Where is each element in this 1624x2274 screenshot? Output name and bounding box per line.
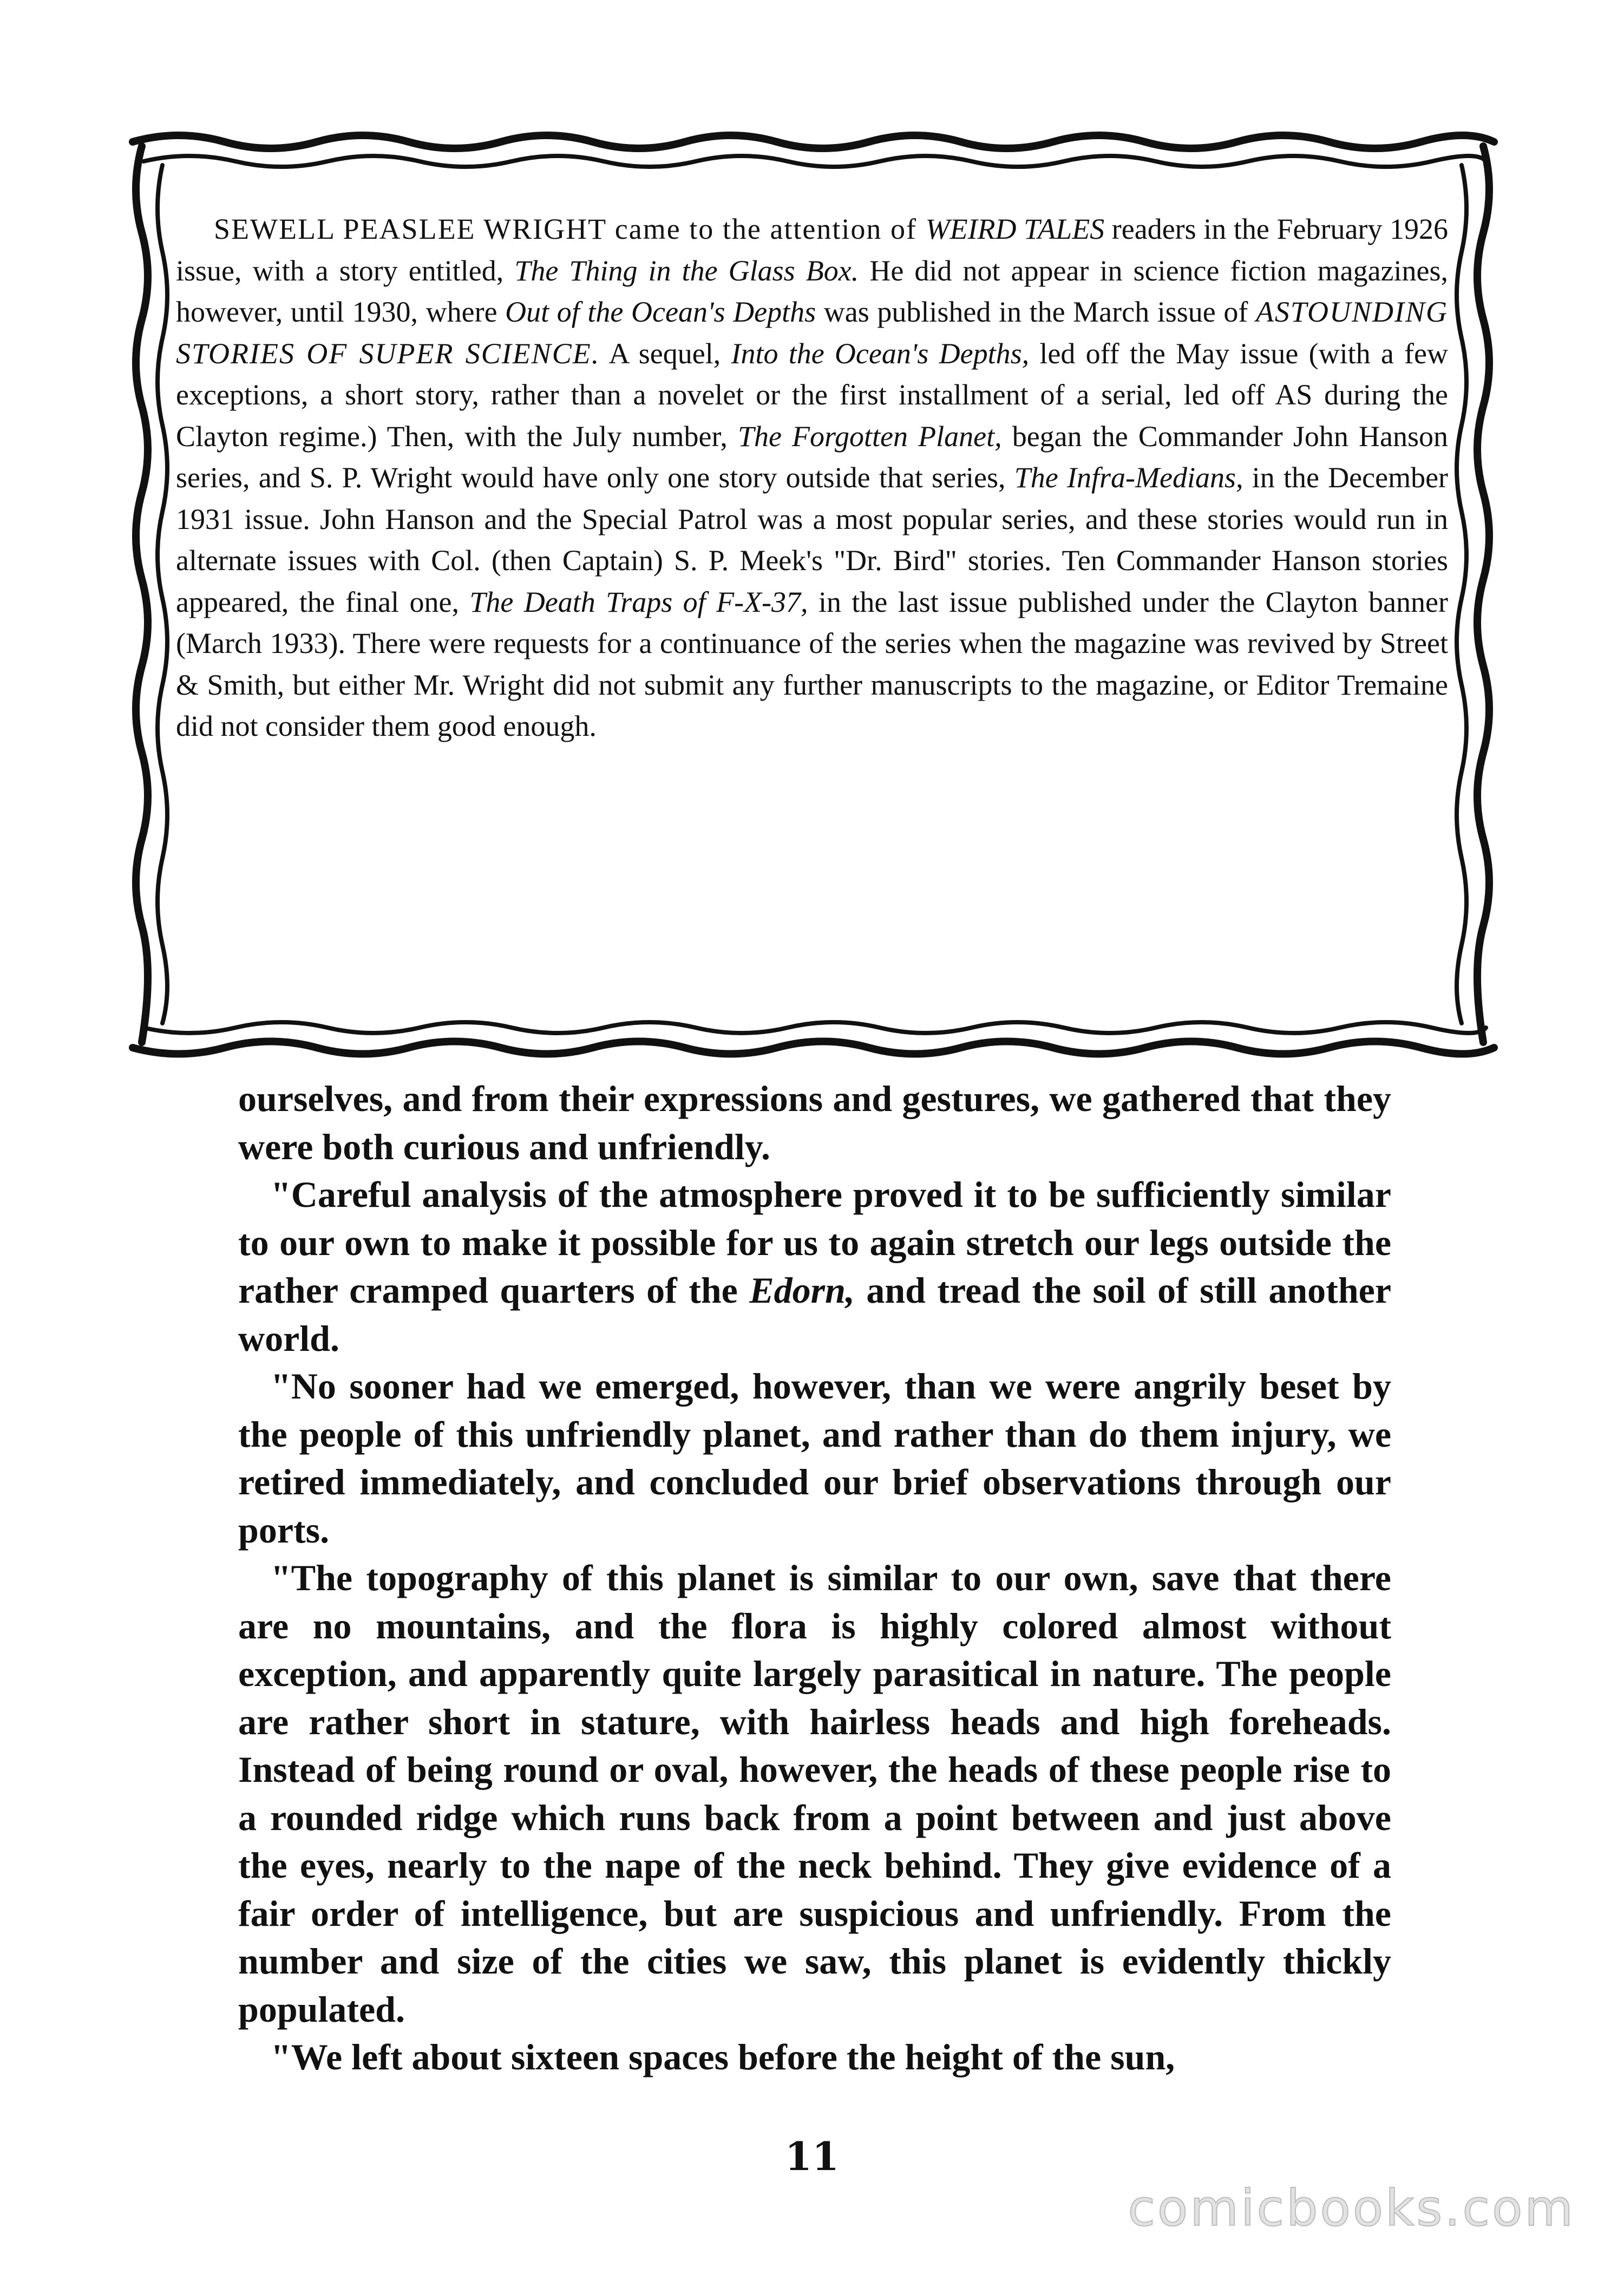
intro-text: A sequel, (600, 337, 731, 370)
intro-text: He did not appear in science fiction magazines, however, until 1930, where (176, 254, 1448, 328)
intro-text: SEWELL PEASLEE WRIGHT came to the attention of (214, 213, 926, 245)
story-title: Out of the Ocean's Depths (505, 296, 816, 328)
story-title: The Forgotten Planet, (737, 420, 1002, 453)
watermark-logo: comicbooks.com (1128, 2179, 1575, 2237)
intro-text: led off the May issue (with a few exceptions, a short story, rather than a novelet or the first installment of a serial, led off AS during the Clayton regime.) Then, with the July number, (176, 337, 1449, 453)
story-sentence: "Careful analysis of the atmosphere proved it to be sufficiently similar to our own to make it possible for us to again stretch our legs outside the rather cramped quarters of the (238, 1174, 1391, 1311)
intro-text: readers in the February 1926 issue, with a story entitled, (176, 213, 1449, 287)
intro-text: in the last issue published under the Clayton banner (March 1933). There were requests for a continuance of the series when the magazine was revived by Street & Smith, but either Mr. Wright did not submit any further manuscripts to the magazine, or Editor Tremaine did not consider them good enough. (176, 585, 1449, 742)
page-number: 11 (784, 2133, 840, 2179)
intro-box (176, 208, 1448, 1010)
story-paragraph: ourselves, and from their expressions and gestures, we gathered that they were both curious and unfriendly. (238, 1078, 1391, 1167)
story-paragraph: "No sooner had we emerged, however, than we were angrily beset by the people of this unfriendly planet, and rather than do them injury, we retired immediately, and concluded our brief observations through our ports. (238, 1365, 1391, 1551)
story-title: The Infra-Medians, (1014, 461, 1243, 494)
story-text (238, 1075, 1391, 2081)
intro-text: in the December 1931 issue. John Hanson and the Special Patrol was a most popular series, and these stories would run in alternate issues with Col. (then Captain) S. P. Meek's "Dr. Bird" stories. Ten Commander Hanson stories appeared, the final one, (176, 461, 1449, 618)
magazine-title: ASTOUNDING STORIES OF SUPER SCIENCE. (176, 296, 1448, 370)
story-paragraph (238, 1171, 1391, 1362)
story-title: The Thing in the Glass Box. (514, 254, 859, 287)
story-title: Into the Ocean's Depths, (731, 337, 1030, 370)
ship-name: Edorn, (749, 1270, 855, 1311)
story-sentence: and tread the soil of still another world. (238, 1270, 1392, 1359)
story-paragraph: "We left about sixteen spaces before the height of the sun, (271, 2036, 1175, 2077)
intro-paragraph (176, 208, 1448, 747)
story-title: The Death Traps of F-X-37, (469, 585, 808, 618)
intro-text: was published in the March issue of (816, 296, 1256, 328)
magazine-title: WEIRD TALES (925, 213, 1105, 245)
story-paragraph: "The topography of this planet is similar to our own, save that there are no mountains, and the flora is highly colored almost without exception, and apparently quite largely parasitical in nature. The people are rather short in stature, with hairless heads and high foreheads. Instead of being round or oval, however, the heads of these people rise to a rounded ridge which runs back from a point between and just above the eyes, nearly to the nape of the neck behind. They give evidence of a fair order of intelligence, but are suspicious and unfriendly. From the number and size of the cities we saw, this planet is evidently thickly populated. (238, 1557, 1391, 2030)
intro-text: began the Commander John Hanson series, and S. P. Wright would have only one story outside that series, (176, 420, 1448, 494)
